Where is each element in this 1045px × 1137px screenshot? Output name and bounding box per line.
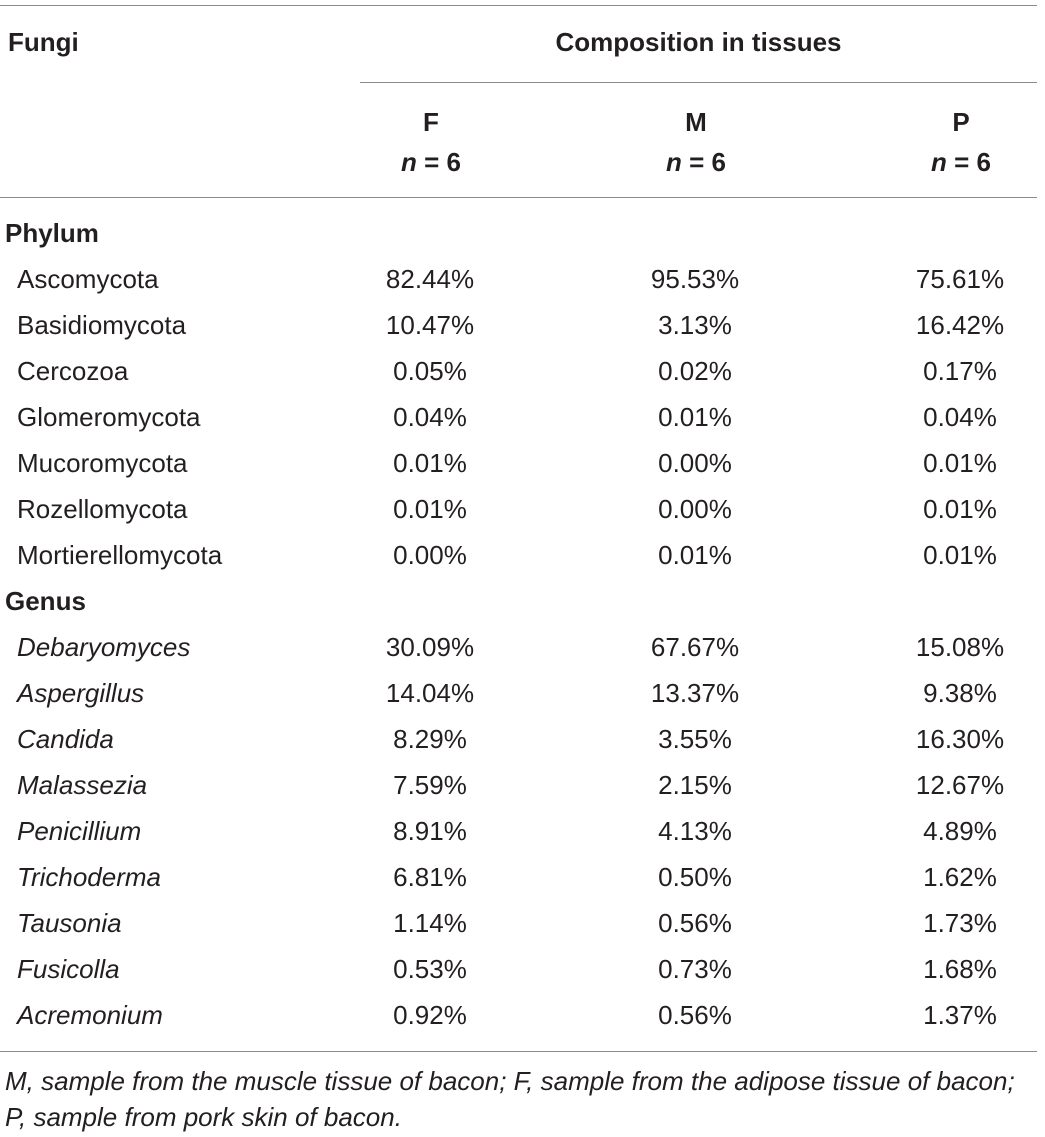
cell-m: 4.13% (658, 816, 732, 846)
row-label: Malassezia (17, 770, 148, 800)
cell-f: 0.01% (393, 494, 467, 524)
fungi-column-header: Fungi (8, 27, 79, 57)
cell-f: 7.59% (393, 770, 467, 800)
column-header-p (841, 102, 1045, 182)
cell-f: 0.00% (393, 540, 467, 570)
cell-p: 4.89% (923, 816, 997, 846)
column-header-m-label: M (685, 107, 707, 137)
table-row (0, 854, 1045, 900)
cell-p: 0.01% (923, 448, 997, 478)
table-footnote: M, sample from the muscle tissue of bacon; F, sample from the adipose tissue of bacon; P, sample from pork skin of bacon. (5, 1066, 1015, 1132)
column-header-p-n: n = 6 (931, 147, 991, 177)
cell-p: 16.42% (915, 310, 1005, 340)
cell-p: 1.37% (923, 1000, 997, 1030)
row-label: Penicillium (17, 816, 142, 846)
group-header-rule (360, 82, 1037, 83)
cell-m: 95.53% (650, 264, 740, 294)
cell-p: 75.61% (915, 264, 1005, 294)
cell-p: 0.04% (923, 402, 997, 432)
cell-p: 9.38% (923, 678, 997, 708)
cell-m: 0.73% (658, 954, 732, 984)
cell-m: 0.00% (658, 448, 732, 478)
column-header-p-label: P (952, 107, 970, 137)
row-label: Mortierellomycota (17, 540, 223, 570)
cell-m: 3.55% (658, 724, 732, 754)
table-row (0, 946, 1045, 992)
cell-p: 15.08% (915, 632, 1005, 662)
row-label: Ascomycota (17, 264, 159, 294)
table-row (0, 532, 1045, 578)
cell-f: 8.29% (393, 724, 467, 754)
cell-f: 14.04% (385, 678, 475, 708)
cell-m: 67.67% (650, 632, 740, 662)
cell-m: 0.56% (658, 908, 732, 938)
section-heading-phylum: Phylum (5, 218, 99, 248)
cell-p: 0.01% (923, 494, 997, 524)
row-label: Candida (17, 724, 114, 754)
row-label: Fusicolla (17, 954, 120, 984)
cell-f: 1.14% (393, 908, 467, 938)
cell-p: 0.17% (923, 356, 997, 386)
cell-m: 0.00% (658, 494, 732, 524)
table-row (0, 992, 1045, 1038)
row-label: Mucoromycota (17, 448, 188, 478)
header-bottom-rule (0, 197, 1037, 198)
cell-f: 10.47% (385, 310, 475, 340)
cell-f: 0.05% (393, 356, 467, 386)
cell-m: 0.56% (658, 1000, 732, 1030)
cell-m: 13.37% (650, 678, 740, 708)
cell-f: 0.04% (393, 402, 467, 432)
row-label: Glomeromycota (17, 402, 201, 432)
cell-p: 1.73% (923, 908, 997, 938)
cell-f: 0.01% (393, 448, 467, 478)
column-header-m-n: n = 6 (666, 147, 726, 177)
column-header-m (576, 102, 816, 182)
table-row (0, 808, 1045, 854)
cell-f: 0.92% (393, 1000, 467, 1030)
table-row (0, 486, 1045, 532)
column-header-f-n: n = 6 (401, 147, 461, 177)
cell-m: 0.02% (658, 356, 732, 386)
cell-f: 30.09% (385, 632, 475, 662)
cell-f: 6.81% (393, 862, 467, 892)
cell-p: 0.01% (923, 540, 997, 570)
column-header-f-label: F (423, 107, 439, 137)
bottom-rule (0, 1051, 1037, 1052)
table-row (0, 670, 1045, 716)
cell-m: 0.50% (658, 862, 732, 892)
cell-p: 1.62% (923, 862, 997, 892)
row-label: Cercozoa (17, 356, 129, 386)
table-row (0, 394, 1045, 440)
top-rule (0, 5, 1037, 6)
cell-p: 1.68% (923, 954, 997, 984)
table-row (0, 716, 1045, 762)
table-row (0, 440, 1045, 486)
row-label: Tausonia (17, 908, 122, 938)
cell-m: 0.01% (658, 402, 732, 432)
cell-f: 0.53% (393, 954, 467, 984)
table-row (0, 624, 1045, 670)
row-label: Trichoderma (17, 862, 162, 892)
table-row (0, 762, 1045, 808)
column-header-f (311, 102, 551, 182)
cell-f: 82.44% (385, 264, 475, 294)
row-label: Basidiomycota (17, 310, 187, 340)
table-row (0, 256, 1045, 302)
table-row (0, 900, 1045, 946)
row-label: Debaryomyces (17, 632, 191, 662)
cell-m: 0.01% (658, 540, 732, 570)
cell-p: 16.30% (915, 724, 1005, 754)
row-label: Acremonium (17, 1000, 163, 1030)
cell-f: 8.91% (393, 816, 467, 846)
row-label: Aspergillus (17, 678, 145, 708)
composition-group-header: Composition in tissues (555, 27, 842, 57)
row-label: Rozellomycota (17, 494, 188, 524)
table-row (0, 348, 1045, 394)
cell-p: 12.67% (915, 770, 1005, 800)
section-heading-genus: Genus (5, 586, 86, 616)
table-row (0, 302, 1045, 348)
cell-m: 2.15% (658, 770, 732, 800)
cell-m: 3.13% (658, 310, 732, 340)
